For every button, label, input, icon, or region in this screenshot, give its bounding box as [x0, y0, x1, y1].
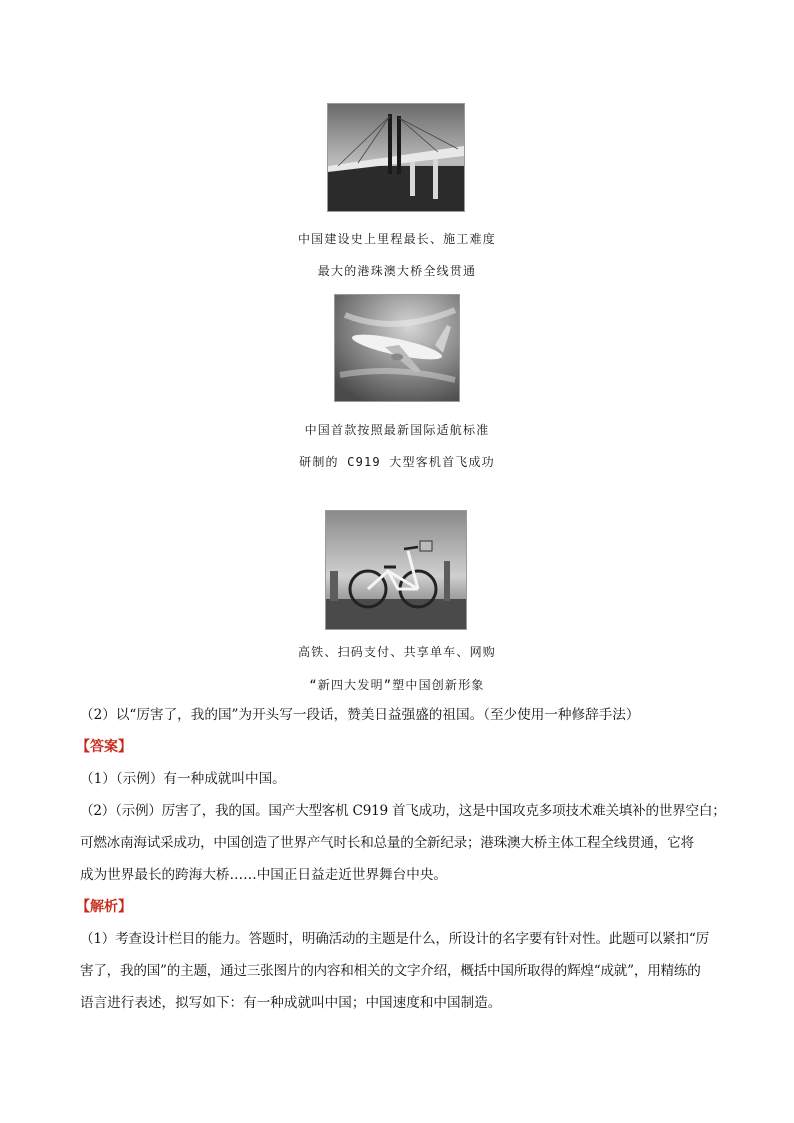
answer-line: 成为世界最长的跨海大桥……中国正日益走近世界舞台中央。	[80, 867, 448, 883]
question-text: （2）以“厉害了，我的国”为开头写一段话，赞美日益强盛的祖国。（至少使用一种修辞手法）	[80, 707, 640, 723]
answer-line: （2）（示例）厉害了，我的国。国产大型客机 C919 首飞成功，这是中国攻克多项技术难关填补的世界空白；	[80, 803, 726, 819]
airplane-icon	[335, 295, 459, 401]
analysis-heading: 【解析】	[76, 899, 132, 915]
answer-line: （1）（示例）有一种成就叫中国。	[80, 771, 286, 787]
caption-line: 最大的港珠澳大桥全线贯通	[317, 264, 477, 278]
analysis-line: 语言进行表述，拟写如下：有一种成就叫中国；中国速度和中国制造。	[80, 995, 502, 1011]
analysis-line: 害了，我的国”的主题，通过三张图片的内容和相关的文字介绍，概括中国所取得的辉煌“成就”，用精练的	[80, 963, 701, 979]
caption-line: 研制的 C919 大型客机首飞成功	[299, 455, 495, 469]
bicycle-photo	[325, 510, 467, 630]
bridge-icon	[328, 104, 464, 211]
caption-line: 高铁、扫码支付、共享单车、网购	[297, 645, 496, 659]
analysis-line: （1）考查设计栏目的能力。答题时，明确活动的主题是什么，所设计的名字要有针对性。此题可以紧扣“厉	[80, 931, 709, 947]
bicycle-icon	[326, 511, 466, 629]
answer-line: 可燃冰南海试采成功，中国创造了世界产气时长和总量的全新纪录；港珠澳大桥主体工程全线贯通，它将	[80, 835, 694, 851]
airplane-photo	[334, 294, 460, 402]
caption-line: 中国建设史上里程最长、施工难度	[297, 232, 496, 246]
bridge-photo	[327, 103, 465, 212]
caption-line: 中国首款按照最新国际适航标准	[304, 423, 490, 437]
caption-line: “新四大发明”塑中国创新形象	[309, 678, 485, 692]
answer-heading: 【答案】	[76, 739, 132, 755]
